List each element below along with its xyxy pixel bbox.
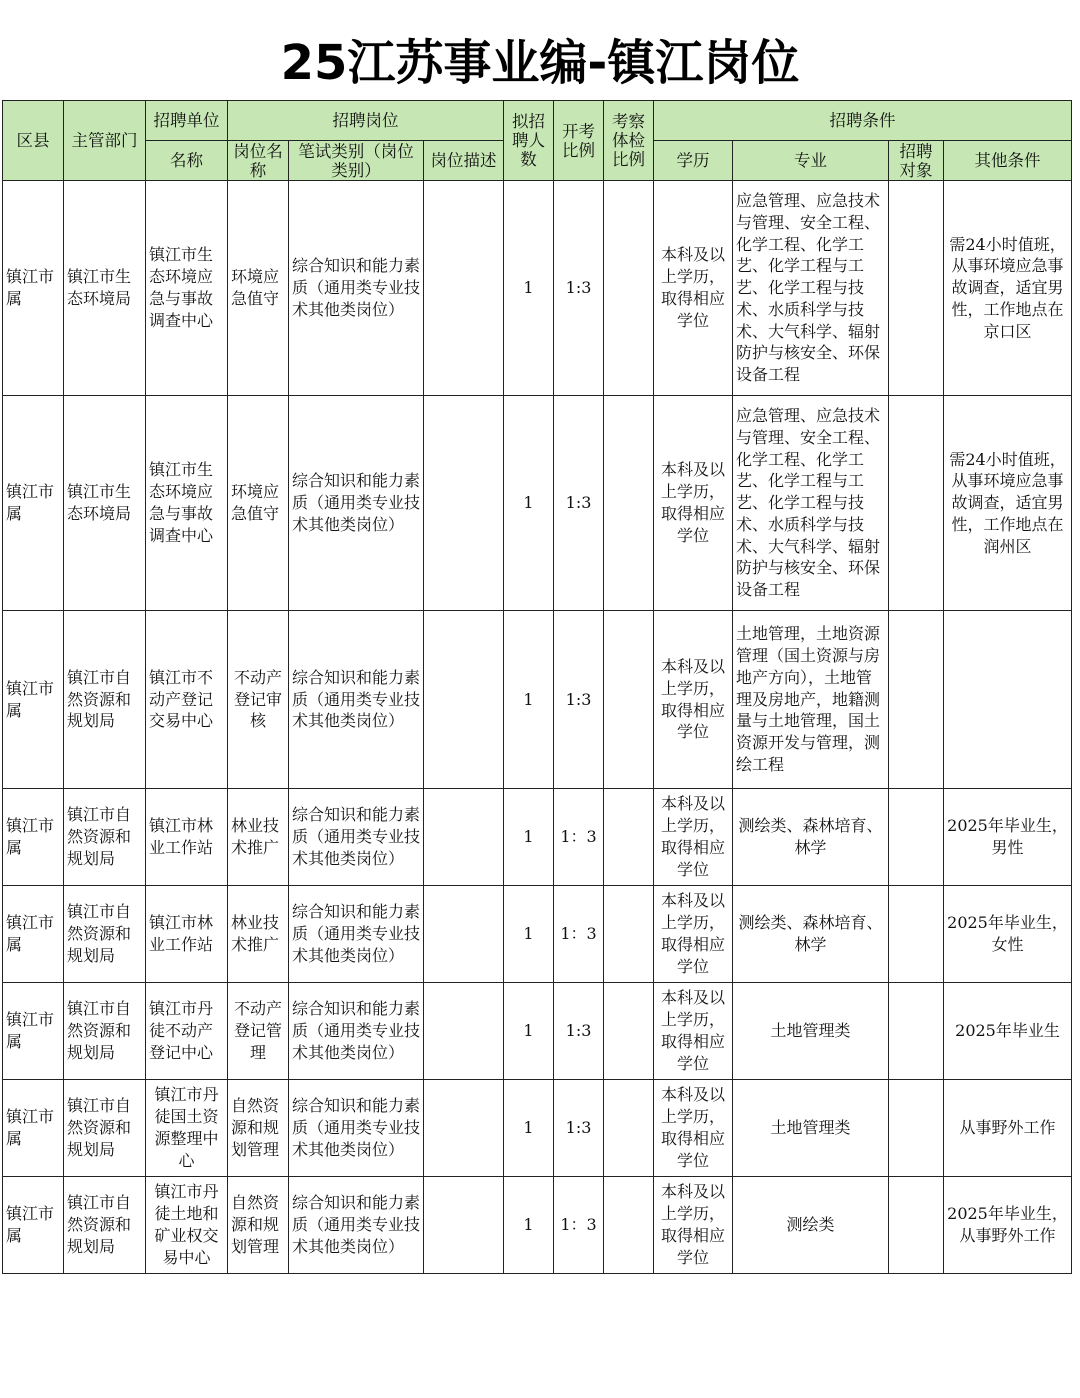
cell-ratio: 1:3 [554, 983, 604, 1080]
header-planned: 拟招聘人数 [504, 101, 554, 181]
cell-major: 土地管理，土地资源管理（国土资源与房地产方向），土地管理及房地产，地籍测量与土地管理，国土资源开发与管理，测绘工程 [733, 611, 889, 789]
cell-other [944, 611, 1072, 789]
cell-target [889, 396, 944, 611]
cell-check [604, 1177, 654, 1274]
cell-check [604, 789, 654, 886]
cell-department: 镇江市自然资源和规划局 [64, 886, 146, 983]
cell-major: 应急管理、应急技术与管理、安全工程、化学工程、化学工艺、化学工程与工艺、化学工程与技术、水质科学与技术、大气科学、辐射防护与核安全、环保设备工程 [733, 396, 889, 611]
cell-exam-type: 综合知识和能力素质（通用类专业技术其他类岗位） [289, 983, 424, 1080]
cell-planned: 1 [504, 611, 554, 789]
cell-check [604, 983, 654, 1080]
header-district: 区县 [3, 101, 64, 181]
cell-exam-type: 综合知识和能力素质（通用类专业技术其他类岗位） [289, 611, 424, 789]
header-exam-ratio: 开考比例 [554, 101, 604, 181]
cell-major: 测绘类、森林培育、林学 [733, 886, 889, 983]
cell-ratio: 1：3 [554, 886, 604, 983]
cell-major: 土地管理类 [733, 1080, 889, 1177]
cell-education: 本科及以上学历，取得相应学位 [654, 611, 733, 789]
header-exam-type: 笔试类别（岗位类别） [289, 141, 424, 181]
table-row [3, 1080, 1072, 1177]
cell-post: 自然资源和规划管理 [228, 1080, 289, 1177]
cell-department: 镇江市自然资源和规划局 [64, 611, 146, 789]
cell-desc [424, 1080, 504, 1177]
cell-post: 环境应急值守 [228, 181, 289, 396]
header-department: 主管部门 [64, 101, 146, 181]
cell-other: 从事野外工作 [944, 1080, 1072, 1177]
cell-major: 应急管理、应急技术与管理、安全工程、化学工程、化学工艺、化学工程与工艺、化学工程与技术、水质科学与技术、大气科学、辐射防护与核安全、环保设备工程 [733, 181, 889, 396]
cell-desc [424, 181, 504, 396]
cell-unit: 镇江市生态环境应急与事故调查中心 [146, 181, 228, 396]
cell-exam-type: 综合知识和能力素质（通用类专业技术其他类岗位） [289, 1177, 424, 1274]
page-title: 25江苏事业编-镇江岗位 [280, 35, 800, 91]
cell-post: 林业技术推广 [228, 789, 289, 886]
header-other: 其他条件 [944, 141, 1072, 181]
cell-district: 镇江市属 [3, 611, 64, 789]
cell-desc [424, 1177, 504, 1274]
cell-exam-type: 综合知识和能力素质（通用类专业技术其他类岗位） [289, 396, 424, 611]
cell-desc [424, 396, 504, 611]
cell-ratio: 1:3 [554, 1080, 604, 1177]
table-row [3, 396, 1072, 611]
cell-district: 镇江市属 [3, 1080, 64, 1177]
table-row [3, 1177, 1072, 1274]
table-row [3, 181, 1072, 396]
cell-other: 2025年毕业生，从事野外工作 [944, 1177, 1072, 1274]
cell-unit: 镇江市林业工作站 [146, 886, 228, 983]
cell-education: 本科及以上学历，取得相应学位 [654, 789, 733, 886]
cell-department: 镇江市生态环境局 [64, 396, 146, 611]
cell-unit: 镇江市丹徒土地和矿业权交易中心 [146, 1177, 228, 1274]
table-header [3, 101, 1072, 181]
cell-unit: 镇江市丹徒不动产登记中心 [146, 983, 228, 1080]
cell-education: 本科及以上学历，取得相应学位 [654, 886, 733, 983]
cell-exam-type: 综合知识和能力素质（通用类专业技术其他类岗位） [289, 181, 424, 396]
cell-education: 本科及以上学历，取得相应学位 [654, 1177, 733, 1274]
cell-major: 测绘类、森林培育、林学 [733, 789, 889, 886]
cell-post: 不动产登记管理 [228, 983, 289, 1080]
cell-planned: 1 [504, 983, 554, 1080]
header-post-name: 岗位名称 [228, 141, 289, 181]
cell-desc [424, 886, 504, 983]
cell-district: 镇江市属 [3, 181, 64, 396]
header-major: 专业 [733, 141, 889, 181]
header-target: 招聘对象 [889, 141, 944, 181]
cell-district: 镇江市属 [3, 886, 64, 983]
cell-target [889, 789, 944, 886]
header-unit-group: 招聘单位 [146, 101, 228, 141]
cell-district: 镇江市属 [3, 789, 64, 886]
cell-other: 2025年毕业生，男性 [944, 789, 1072, 886]
cell-ratio: 1：3 [554, 1177, 604, 1274]
cell-planned: 1 [504, 1177, 554, 1274]
cell-target [889, 983, 944, 1080]
cell-post: 自然资源和规划管理 [228, 1177, 289, 1274]
header-check-ratio: 考察体检比例 [604, 101, 654, 181]
cell-target [889, 1177, 944, 1274]
table-row [3, 611, 1072, 789]
cell-target [889, 886, 944, 983]
cell-exam-type: 综合知识和能力素质（通用类专业技术其他类岗位） [289, 1080, 424, 1177]
cell-ratio: 1:3 [554, 396, 604, 611]
cell-department: 镇江市自然资源和规划局 [64, 1177, 146, 1274]
cell-ratio: 1:3 [554, 181, 604, 396]
cell-major: 测绘类 [733, 1177, 889, 1274]
table-row [3, 983, 1072, 1080]
cell-check [604, 396, 654, 611]
cell-other: 需24小时值班，从事环境应急事故调查，适宜男性，工作地点在润州区 [944, 396, 1072, 611]
cell-target [889, 611, 944, 789]
cell-exam-type: 综合知识和能力素质（通用类专业技术其他类岗位） [289, 886, 424, 983]
cell-unit: 镇江市不动产登记交易中心 [146, 611, 228, 789]
cell-district: 镇江市属 [3, 1177, 64, 1274]
cell-ratio: 1:3 [554, 611, 604, 789]
cell-unit: 镇江市丹徒国土资源整理中心 [146, 1080, 228, 1177]
cell-check [604, 181, 654, 396]
cell-other: 2025年毕业生，女性 [944, 886, 1072, 983]
cell-major: 土地管理类 [733, 983, 889, 1080]
cell-other: 需24小时值班，从事环境应急事故调查，适宜男性，工作地点在京口区 [944, 181, 1072, 396]
header-post-desc: 岗位描述 [424, 141, 504, 181]
table-row [3, 789, 1072, 886]
cell-education: 本科及以上学历，取得相应学位 [654, 181, 733, 396]
cell-other: 2025年毕业生 [944, 983, 1072, 1080]
cell-check [604, 886, 654, 983]
cell-planned: 1 [504, 1080, 554, 1177]
cell-unit: 镇江市林业工作站 [146, 789, 228, 886]
cell-department: 镇江市自然资源和规划局 [64, 1080, 146, 1177]
cell-post: 环境应急值守 [228, 396, 289, 611]
header-conditions-group: 招聘条件 [654, 101, 1072, 141]
header-post-group: 招聘岗位 [228, 101, 504, 141]
cell-planned: 1 [504, 396, 554, 611]
cell-planned: 1 [504, 181, 554, 396]
cell-education: 本科及以上学历，取得相应学位 [654, 396, 733, 611]
cell-unit: 镇江市生态环境应急与事故调查中心 [146, 396, 228, 611]
positions-table [2, 100, 1072, 1274]
cell-check [604, 611, 654, 789]
cell-education: 本科及以上学历，取得相应学位 [654, 1080, 733, 1177]
cell-post: 林业技术推广 [228, 886, 289, 983]
cell-check [604, 1080, 654, 1177]
cell-target [889, 1080, 944, 1177]
cell-desc [424, 789, 504, 886]
cell-department: 镇江市自然资源和规划局 [64, 789, 146, 886]
cell-desc [424, 611, 504, 789]
cell-district: 镇江市属 [3, 983, 64, 1080]
cell-desc [424, 983, 504, 1080]
cell-ratio: 1：3 [554, 789, 604, 886]
table-row [3, 886, 1072, 983]
cell-department: 镇江市生态环境局 [64, 181, 146, 396]
cell-exam-type: 综合知识和能力素质（通用类专业技术其他类岗位） [289, 789, 424, 886]
cell-post: 不动产登记审核 [228, 611, 289, 789]
cell-target [889, 181, 944, 396]
cell-planned: 1 [504, 886, 554, 983]
cell-district: 镇江市属 [3, 396, 64, 611]
cell-planned: 1 [504, 789, 554, 886]
cell-department: 镇江市自然资源和规划局 [64, 983, 146, 1080]
header-education: 学历 [654, 141, 733, 181]
header-unit-name: 名称 [146, 141, 228, 181]
cell-education: 本科及以上学历，取得相应学位 [654, 983, 733, 1080]
